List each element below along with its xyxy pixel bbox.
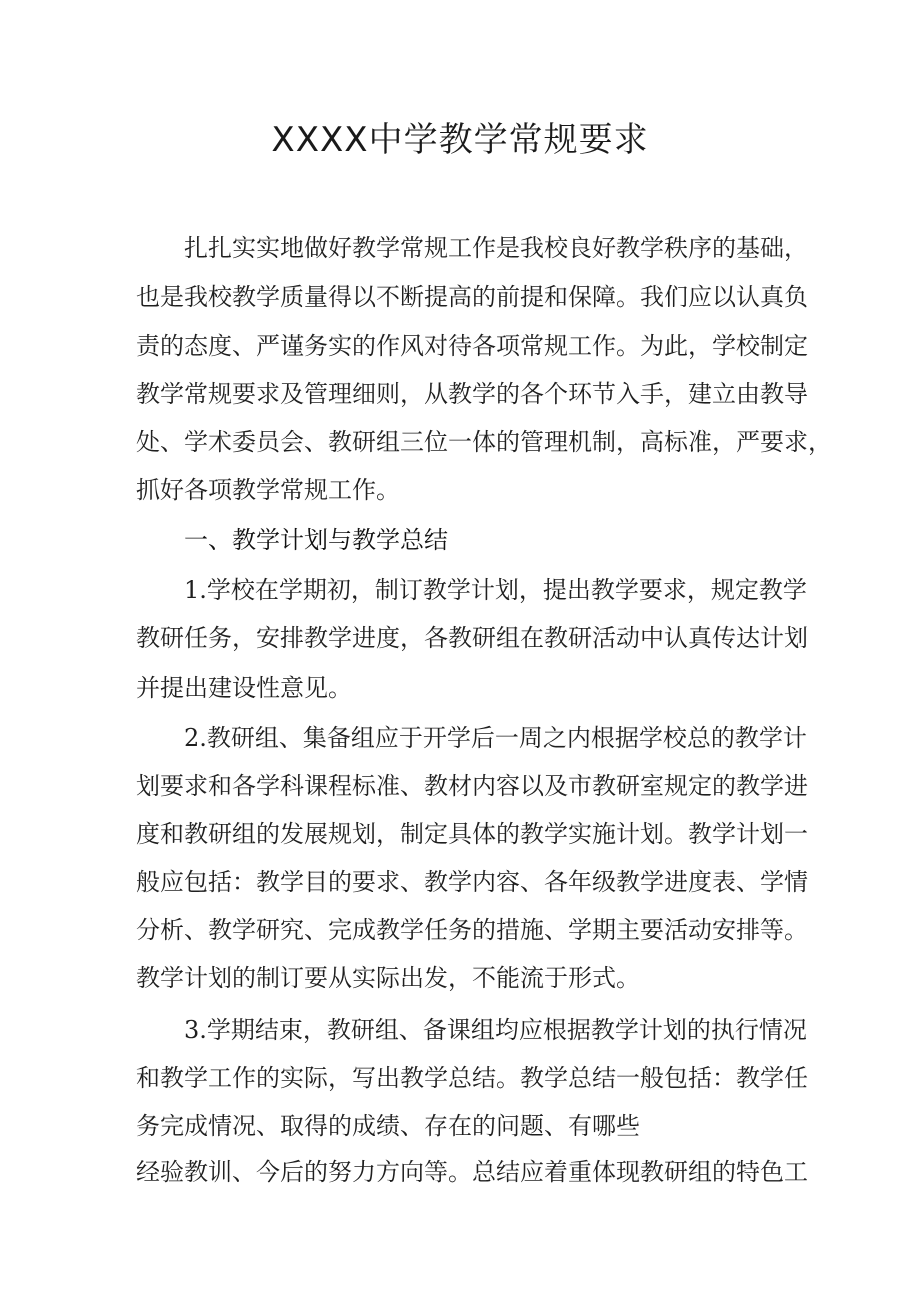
item2-line-6: 教学计划的制订要从实际出发，不能流于形式。 — [136, 964, 640, 992]
document-title: XXXX中学教学常规要求 — [271, 120, 649, 160]
intro-line-3: 责的态度、严谨务实的作风对待各项常规工作。为此，学校制定 — [136, 332, 808, 360]
intro-line-5: 处、学术委员会、教研组三位一体的管理机制，高标准，严要求， — [136, 428, 832, 456]
item2-line-4: 般应包括：教学目的要求、教学内容、各年级教学进度表、学情 — [136, 868, 808, 896]
intro-line-6: 抓好各项教学常规工作。 — [136, 476, 400, 504]
intro-line-2: 也是我校教学质量得以不断提高的前提和保障。我们应以认真负 — [136, 283, 808, 311]
item3-line-3: 务完成情况、取得的成绩、存在的问题、有哪些 — [136, 1112, 640, 1140]
item1-line-3: 并提出建设性意见。 — [136, 674, 352, 702]
intro-line-4: 教学常规要求及管理细则，从教学的各个环节入手，建立由教导 — [136, 380, 808, 408]
item1-line-2: 教研任务，安排教学进度，各教研组在教研活动中认真传达计划 — [136, 624, 808, 652]
intro-line-1: 扎扎实实地做好教学常规工作是我校良好教学秩序的基础， — [184, 234, 808, 262]
item2-line-5: 分析、教学研究、完成教学任务的措施、学期主要活动安排等。 — [136, 916, 808, 944]
item3-line-2: 和教学工作的实际，写出教学总结。教学总结一般包括：教学任 — [136, 1064, 808, 1092]
section-heading: 一、教学计划与教学总结 — [184, 526, 448, 554]
item2-line-1: 2.教研组、集备组应于开学后一周之内根据学校总的教学计 — [184, 724, 807, 752]
item2-line-3: 度和教研组的发展规划，制定具体的教学实施计划。教学计划一 — [136, 820, 808, 848]
item1-line-1: 1.学校在学期初，制订教学计划，提出教学要求，规定教学 — [184, 576, 807, 604]
item2-line-2: 划要求和各学科课程标准、教材内容以及市教研室规定的教学进 — [136, 772, 808, 800]
item3-line-1: 3.学期结束，教研组、备课组均应根据教学计划的执行情况 — [184, 1016, 807, 1044]
item3-line-4: 经验教训、今后的努力方向等。总结应着重体现教研组的特色工 — [136, 1158, 808, 1186]
